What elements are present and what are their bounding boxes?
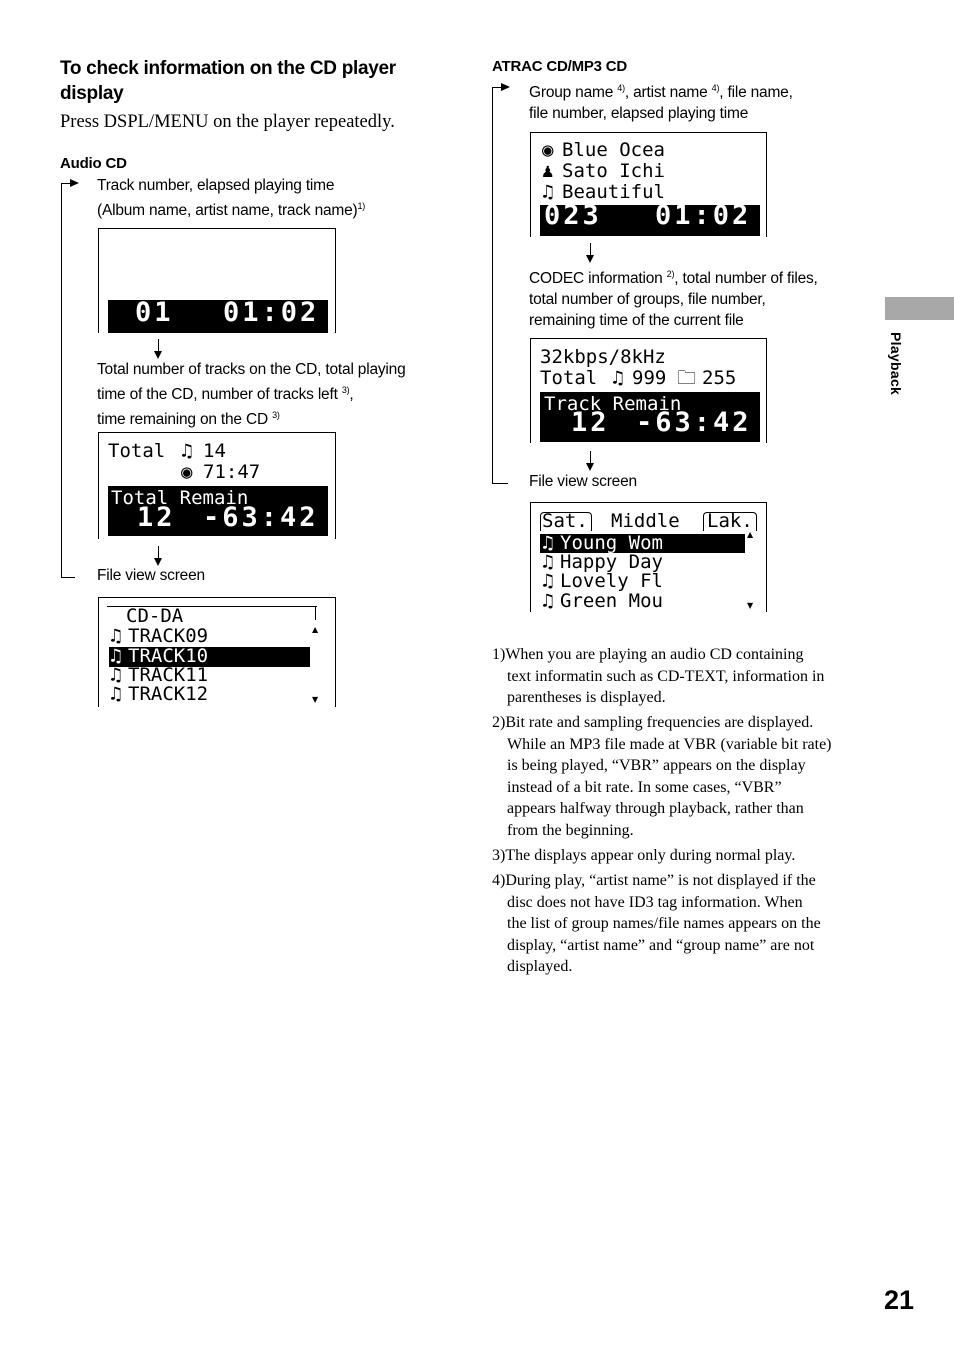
footnote-ref: 4) <box>711 83 720 93</box>
note-icon: ♫ <box>110 645 122 667</box>
lcd-screen-atrac-codec <box>530 338 767 443</box>
lcd-list-item-selected: TRACK10 <box>128 645 209 667</box>
arrow-right-icon <box>70 179 79 187</box>
note-icon: ♫ <box>542 570 554 592</box>
footnote-text: the list of group names/file names appears on the <box>507 915 821 932</box>
lcd-group-name: Blue Ocea <box>562 139 665 161</box>
atrac-mp3-label: ATRAC CD/MP3 CD <box>492 58 628 75</box>
lcd-codec-info: 32kbps/8kHz <box>540 346 666 368</box>
caption-line: file number, elapsed playing time <box>529 105 749 123</box>
lcd-screen-audio-total <box>98 432 336 539</box>
lcd-list-item: Happy Day <box>560 551 663 573</box>
note-icon: ♫ <box>542 181 554 203</box>
footnote-ref: 1) <box>357 201 366 211</box>
footnote-text: During play, “artist name” is not displayed if the <box>505 872 816 889</box>
note-icon: ♫ <box>612 367 624 389</box>
footnote-ref: 3) <box>341 385 350 395</box>
lcd-total-label: Total <box>540 367 598 389</box>
caption-part: , file name, <box>719 84 793 102</box>
lcd-file-name: Beautiful <box>562 181 665 203</box>
caption-line: time remaining on the CD <box>97 411 273 429</box>
caption-part: , artist name <box>624 84 712 102</box>
scroll-up-icon: ▲ <box>747 530 754 539</box>
footnote-text: parentheses is displayed. <box>507 689 666 706</box>
footnote-2 <box>492 712 872 841</box>
lcd-total-groups: 255 <box>702 367 737 389</box>
page-number: 21 <box>884 1285 915 1315</box>
disc-icon: ◉ <box>181 461 193 483</box>
caption-atrac-3: File view screen <box>529 473 637 490</box>
footnote-4 <box>492 870 872 978</box>
instruction-text: Press DSPL/MENU on the player repeatedly. <box>60 112 395 132</box>
lcd-tab-rule <box>275 606 317 607</box>
footnote-ref: 2) <box>666 269 675 279</box>
footnote-text: disc does not have ID3 tag information. When <box>507 893 803 911</box>
lcd-list-item-selected: Young Wom <box>560 532 663 554</box>
lcd-folder-name: CD-DA <box>126 605 184 627</box>
note-icon: ♫ <box>110 683 122 705</box>
arrow-down-icon <box>586 463 594 471</box>
lcd-total-tracks: 14 <box>203 440 226 462</box>
lcd-list-item: TRACK12 <box>128 683 209 705</box>
heading-line-2: display <box>60 83 124 104</box>
footnote-text: Bit rate and sampling frequencies are displayed. <box>505 714 814 731</box>
lcd-list-item: Green Mou <box>560 590 663 612</box>
lcd-elapsed-time: 01:02 <box>223 297 320 328</box>
lcd-tab-right-label: Lak. <box>707 510 753 532</box>
footnote-text: instead of a bit rate. In some cases, “VBR” <box>507 778 782 796</box>
footnote-text: While an MP3 file made at VBR (variable bit rate) <box>507 735 832 753</box>
caption-audio-1 <box>97 175 365 221</box>
heading-line-1: To check information on the CD player <box>60 58 396 79</box>
arrow-down-icon <box>586 255 594 263</box>
disc-icon: ◉ <box>542 139 554 161</box>
scroll-down-icon: ▼ <box>312 695 319 704</box>
caption-part: Group name <box>529 84 618 102</box>
footnote-number: 1) <box>492 646 506 663</box>
lcd-tab-left-label: Sat. <box>542 510 588 532</box>
lcd-track-number: 01 <box>135 297 174 328</box>
folder-icon: 🗀 <box>677 367 697 389</box>
lcd-elapsed-time: 01:02 <box>655 200 752 231</box>
caption-audio-3: File view screen <box>97 567 205 584</box>
note-icon: ♫ <box>110 664 122 686</box>
lcd-artist-name: Sato Ichi <box>562 160 665 182</box>
footnote-3 <box>492 845 872 867</box>
lcd-tab-edge <box>315 606 316 620</box>
scroll-up-icon: ▲ <box>312 625 319 634</box>
lcd-screen-atrac-track <box>530 132 767 237</box>
note-icon: ♫ <box>110 625 122 647</box>
lcd-remain-time: -63:42 <box>636 407 752 438</box>
lcd-list-item: Lovely Fl <box>560 570 663 592</box>
section-tab-label: Playback <box>888 332 904 396</box>
caption-part: CODEC information <box>529 270 667 288</box>
caption-part: , total number of files, <box>674 270 818 288</box>
lcd-remain-label: Track Remain <box>544 393 682 415</box>
lcd-total-files: 999 <box>632 367 667 389</box>
footnote-number: 2) <box>492 714 506 731</box>
flow-bracket-bottom <box>61 577 75 578</box>
lcd-tab-middle-label: Middle <box>611 510 680 532</box>
footnote-number: 4) <box>492 872 506 889</box>
lcd-screen-audio-fileview <box>98 597 336 707</box>
lcd-total-time: 71:47 <box>203 461 261 483</box>
footnote-ref: 4) <box>617 83 625 93</box>
lcd-screen-audio-track <box>98 228 336 333</box>
footnote-text: display, “artist name” and “group name” are not <box>507 936 815 954</box>
flow-bracket-line <box>61 183 62 578</box>
flow-bracket-bottom <box>492 483 508 484</box>
footnote-text: When you are playing an audio CD containing <box>505 646 804 663</box>
caption-line: Track number, elapsed playing time <box>97 177 335 194</box>
footnote-ref: 3) <box>272 410 280 421</box>
scroll-down-icon: ▼ <box>747 601 754 610</box>
footnote-text: is being played, “VBR” appears on the display <box>507 757 806 774</box>
note-icon: ♫ <box>542 590 554 612</box>
lcd-total-label: Total <box>108 440 166 462</box>
lcd-list-item: TRACK09 <box>128 625 209 647</box>
footnote-text: text informatin such as CD-TEXT, information in <box>507 667 825 685</box>
caption-punct: , <box>349 386 354 404</box>
arrow-down-icon <box>154 351 162 359</box>
caption-line: total number of groups, file number, <box>529 291 766 309</box>
section-tab-marker <box>885 297 954 320</box>
note-icon: ♫ <box>181 440 193 462</box>
arrow-right-icon <box>501 83 510 91</box>
caption-line: (Album name, artist name, track name) <box>97 202 358 220</box>
caption-audio-2 <box>97 359 406 430</box>
lcd-list-item: TRACK11 <box>128 664 209 686</box>
caption-line: time of the CD, number of tracks left <box>97 386 342 404</box>
footnote-number: 3) <box>492 847 506 864</box>
lcd-file-number: 023 <box>544 200 602 231</box>
lcd-file-number: 12 <box>571 407 610 438</box>
audio-cd-label: Audio CD <box>60 155 127 172</box>
footnote-text: displayed. <box>507 958 573 975</box>
lcd-remain-time: -63:42 <box>203 502 319 533</box>
caption-atrac-2 <box>529 264 818 331</box>
footnote-1 <box>492 644 872 709</box>
person-icon: ♟ <box>542 160 554 182</box>
lcd-remain-label: Total Remain <box>111 487 249 509</box>
caption-line: Total number of tracks on the CD, total playing <box>97 361 406 378</box>
section-heading <box>60 56 396 106</box>
footnote-text: appears halfway through playback, rather than <box>507 800 804 817</box>
footnote-text: The displays appear only during normal play. <box>505 847 796 864</box>
lcd-screen-atrac-fileview <box>530 502 767 612</box>
note-icon: ♫ <box>542 551 554 573</box>
flow-bracket-line <box>492 87 493 484</box>
footnote-text: from the beginning. <box>507 821 634 839</box>
caption-line: remaining time of the current file <box>529 312 744 330</box>
note-icon: ♫ <box>542 532 554 554</box>
lcd-remain-tracks: 12 <box>137 502 176 533</box>
caption-atrac-1 <box>529 78 793 124</box>
